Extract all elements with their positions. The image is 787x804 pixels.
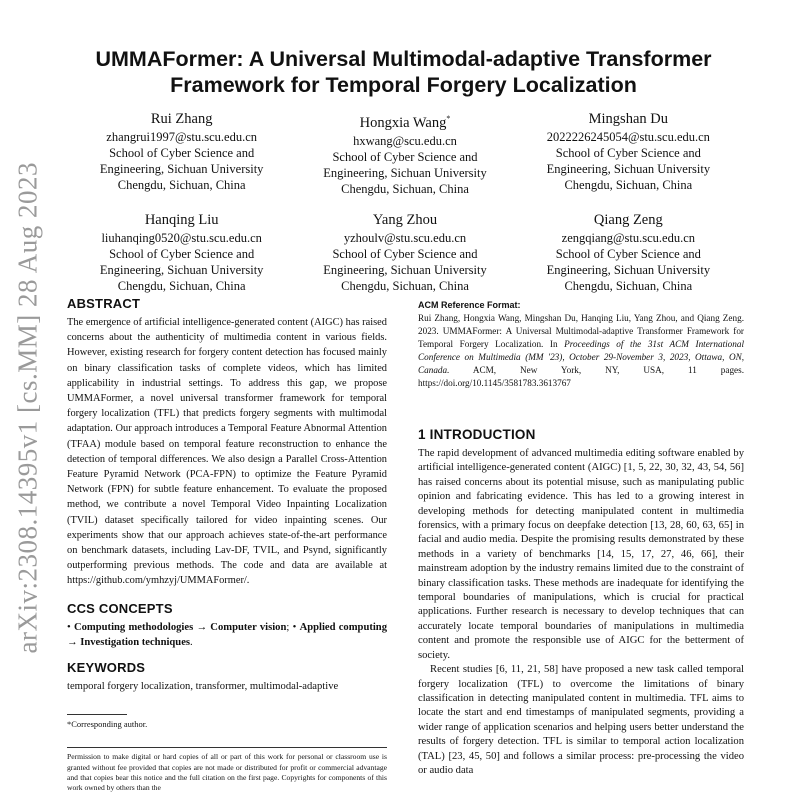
author-affiliation: Engineering, Sichuan University — [323, 165, 487, 180]
ccs-text — [67, 620, 387, 650]
arxiv-stamp: arXiv:2308.14395v1 [cs.MM] 28 Aug 2023 — [12, 162, 43, 654]
author-location: Chengdu, Sichuan, China — [564, 278, 693, 293]
author-affiliation: Engineering, Sichuan University — [546, 262, 711, 277]
author-affiliation: Engineering, Sichuan University — [323, 262, 487, 277]
ccs-heading: CCS CONCEPTS — [67, 600, 173, 616]
author-block — [70, 110, 740, 294]
author-email: yzhoulv@stu.scu.edu.cn — [343, 230, 467, 245]
author-location: Chengdu, Sichuan, China — [341, 181, 469, 196]
keywords-section — [67, 660, 387, 694]
author — [517, 211, 740, 294]
paper-title — [60, 46, 747, 98]
author-email: liuhanqing0520@stu.scu.edu.cn — [101, 230, 262, 245]
acm-reference-doi: ACM, New York, NY, USA, 11 pages. https://doi.org/10.1145/3581783.3613767 — [418, 365, 744, 388]
author-email: hxwang@scu.edu.cn — [353, 133, 457, 148]
author — [517, 110, 740, 197]
author-email: zhangrui1997@stu.scu.edu.cn — [106, 130, 258, 144]
keywords-text: temporal forgery localization, transformer, multimodal-adaptive — [67, 681, 339, 693]
author-affiliation: School of Cyber Science and — [555, 246, 701, 261]
introduction-heading: 1 INTRODUCTION — [418, 427, 536, 442]
corresponding-author-footnote: *Corresponding author. — [67, 719, 148, 730]
author-location: Chengdu, Sichuan, China — [117, 178, 246, 192]
author-affiliation: Engineering, Sichuan University — [99, 162, 264, 176]
acm-reference-venue: Proceedings of the 31st ACM International Conference on Multimedia (MM '23), October 29-November 3, 2023, Ottawa, ON, Canada. — [418, 339, 745, 375]
abstract-heading: ABSTRACT — [67, 296, 141, 311]
ccs-concept: Computing methodologies → Computer vision — [73, 621, 287, 633]
acm-reference-block — [418, 300, 744, 390]
author-name: Mingshan Du — [588, 111, 668, 127]
author-name: Yang Zhou — [372, 211, 438, 228]
author-affiliation: School of Cyber Science and — [555, 146, 701, 160]
author-name: Hongxia Wang — [359, 114, 447, 131]
ccs-end: . — [190, 636, 193, 648]
title-line-1: UMMAFormer: A Universal Multimodal-adaptive Transformer — [95, 47, 712, 71]
author-email: zengqiang@stu.scu.edu.cn — [561, 230, 695, 245]
introduction-paragraph: The rapid development of advanced multimedia editing software enabled by artificial intelligence-generated content (AIGC) [1, 5, 22, 30, 32, 43, 54, 56] has raised concerns about its potential misuse, such as manipulating public opinion and fabricating evidence. This has led to a growing interest in developing methods for detecting manipulated content in multimedia forensics, with a primary focus on deepfake detection [13, 28, 60, 63, 65] in facial and audio media. Despite the promising results demonstrated by these methods in a variety of benchmarks [14, 15, 17, 27, 46, 66], their mainstream adoption by the industry remains limited due to the constraint of binary classification tasks. These methods are inadequate for identifying the temporal boundaries of manipulations, which is crucial for practical applications. Further research is necessary to develop techniques that can accurately locate temporal boundaries of manipulations in multimedia content and promote the responsible use of AIGC for the betterment of society. — [418, 448, 744, 661]
author-affiliation: Engineering, Sichuan University — [99, 262, 264, 277]
acm-reference-heading: ACM Reference Format: — [418, 300, 521, 310]
ccs-bullet: • — [67, 621, 71, 633]
author-affiliation: School of Cyber Science and — [109, 146, 255, 160]
author — [293, 211, 516, 294]
introduction-paragraph: Recent studies [6, 11, 21, 58] have proposed a new task called temporal forgery localization (TFL) to overcome the limitations of binary classification in detecting manipulated content in multimedia. TFL aims to locate the start and end timestamps of manipulated segments, providing a wider range of application scenarios and helping users better understand the results of forgery detection. TFL is similar to temporal action localization (TAL) [23, 45, 50] and follows a similar process: pre-processing the video or audio data — [418, 664, 744, 776]
acm-reference-text — [418, 312, 744, 390]
author-affiliation: School of Cyber Science and — [332, 246, 478, 261]
abstract-section — [67, 296, 387, 589]
author-location: Chengdu, Sichuan, China — [117, 278, 246, 293]
footnote-rule — [67, 714, 127, 715]
ccs-bullet: • — [292, 621, 297, 633]
corresponding-mark: * — [446, 114, 451, 123]
author-name: Hanqing Liu — [144, 211, 219, 228]
author-email: 2022226245054@stu.scu.edu.cn — [546, 130, 710, 144]
ccs-separator: ; — [286, 621, 290, 633]
left-column — [67, 296, 387, 794]
author-affiliation: School of Cyber Science and — [332, 149, 478, 164]
author — [70, 110, 293, 197]
author — [293, 110, 516, 197]
author-location: Chengdu, Sichuan, China — [341, 278, 469, 293]
author-affiliation: School of Cyber Science and — [109, 246, 255, 261]
ccs-concept: Applied computing → Investigation techniques — [67, 621, 387, 648]
author-location: Chengdu, Sichuan, China — [564, 178, 693, 192]
keywords-heading: KEYWORDS — [67, 660, 146, 676]
abstract-text: The emergence of artificial intelligence-generated content (AIGC) has raised concerns about the authenticity of multimedia content in various fields. However, existing research for forgery content detection has focused mainly on binary classification tasks of complete videos, which has limited applicability in industrial settings. To address this gap, we propose UMMAFormer, a novel universal transformer framework for temporal forgery localization (TFL) that predicts forgery segments with multimodal adaptation. Our approach introduces a Temporal Feature Abnormal Attention (TFAA) module based on temporal feature reconstruction to enhance the detection of temporal differences. We also design a Parallel Cross-Attention Feature Pyramid Network (PCA-FPN) to optimize the Feature Pyramid Network (FPN) for subtle feature enhancement. To evaluate the proposed method, we contribute a novel Temporal Video Inpainting Localization (TVIL) dataset specifically tailored for video inpainting scenes. Our experiments show that our approach achieves state-of-the-art performance on benchmark datasets, including Lav-DF, TVIL, and Psynd, significantly outperforming previous methods. The code and data are available at https://github.com/ymhzyj/UMMAFormer/. — [67, 317, 387, 587]
ccs-section — [67, 601, 387, 650]
permission-notice: Permission to make digital or hard copies of all or part of this work for personal or classroom use is granted without fee provided that copies are not made or distributed for profit or commercial advantage and that copies bear this notice and the full citation on the first page. Copyrights for components of this work owned by others than the — [67, 747, 387, 794]
author-affiliation: Engineering, Sichuan University — [546, 162, 711, 176]
introduction-section — [418, 427, 744, 778]
author-name: Rui Zhang — [150, 111, 213, 127]
acm-reference-citation: Rui Zhang, Hongxia Wang, Mingshan Du, Hanqing Liu, Yang Zhou, and Qiang Zeng. 2023. UMMAFormer: A Universal Multimodal-adaptive Transformer Framework for Temporal Forgery Localization. In — [418, 313, 744, 349]
title-line-2: Framework for Temporal Forgery Localization — [170, 73, 637, 97]
author-name: Qiang Zeng — [593, 211, 663, 228]
author — [70, 211, 293, 294]
